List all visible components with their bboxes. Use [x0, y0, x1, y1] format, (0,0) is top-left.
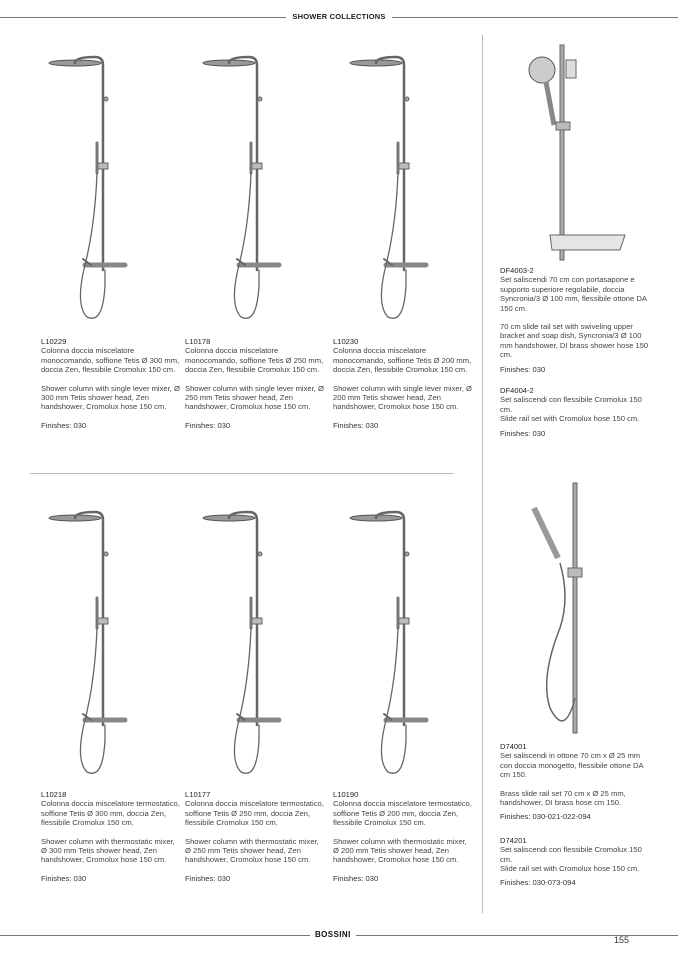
finishes: Finishes: 030-021-022-094: [500, 812, 591, 822]
description-en: Shower column with thermostatic mixer, Ø 300 mm Tetis shower head, Zen handshower, Cromolux hose 150 cm.: [41, 836, 175, 865]
product-code: L10230: [333, 337, 359, 346]
finishes: Finishes: 030: [500, 364, 546, 374]
description-it: Colonna doccia miscelatore termostatico, soffione Tetis Ø 300 mm, doccia Zen, flessibile Cromolux 150 cm.: [41, 799, 180, 828]
page-number: 155: [614, 935, 630, 945]
product-L10190: [333, 790, 473, 883]
finishes: Finishes: 030: [333, 873, 379, 883]
description-en: 70 cm slide rail set with swiveling upper bracket and soap dish, Syncronia/3 Ø 100 mm handshower, DI brass shower hose 150 cm.: [500, 322, 649, 360]
description-en: Shower column with single lever mixer, Ø 250 mm Tetis shower head, Zen handshower, Cromolux hose 150 cm.: [185, 383, 324, 412]
finishes: Finishes: 030: [333, 420, 379, 430]
description-en: Slide rail set with Cromolux hose 150 cm.: [500, 864, 640, 874]
product-image-L10178: [195, 55, 295, 325]
description-en: Brass slide rail set 70 cm x Ø 25 mm, handshower, DI brass hose cm 150.: [500, 788, 626, 808]
product-image-D74001: [520, 478, 640, 740]
product-code: L10178: [185, 337, 211, 346]
product-image-DF4003-2: [520, 40, 640, 265]
product-DF4003-2: [500, 266, 650, 438]
finishes: Finishes: 030: [500, 428, 546, 438]
product-code: L10177: [185, 790, 211, 799]
description-en: Shower column with single lever mixer, Ø 300 mm Tetis shower head, Zen handshower, Cromolux hose 150 cm.: [41, 383, 180, 412]
description-it: Colonna doccia miscelatore termostatico, soffione Tetis Ø 200 mm, doccia Zen, flessibile Cromolux 150 cm.: [333, 799, 472, 828]
finishes: Finishes: 030: [185, 420, 231, 430]
finishes: Finishes: 030-073-094: [500, 878, 576, 888]
product-code: L10229: [41, 337, 67, 346]
row-divider: [30, 473, 454, 474]
description-en: Slide rail set with Cromolux hose 150 cm.: [500, 414, 640, 424]
product-code: L10218: [41, 790, 67, 799]
section-title: [0, 12, 678, 21]
section-title-text: SHOWER COLLECTIONS: [286, 12, 391, 21]
description-it: Set saliscendi 70 cm con portasapone e supporto superiore regolabile, doccia Syncronia/3 Ø 100 mm, flessibile ottone DA 150 cm.: [500, 275, 647, 313]
product-L10229: [41, 337, 181, 430]
finishes: Finishes: 030: [41, 873, 87, 883]
description-it: Set saliscendi in ottone 70 cm x Ø 25 mm con doccia monogetto, flessibile ottone DA cm 150.: [500, 751, 644, 780]
description-it: Colonna doccia miscelatore monocomando, soffione Tetis Ø 200 mm, doccia Zen, flessibile Cromolux 150 cm.: [333, 346, 472, 375]
product-D74001: [500, 742, 650, 888]
product-image-L10229: [45, 55, 145, 325]
finishes: Finishes: 030: [41, 420, 87, 430]
description-it: Colonna doccia miscelatore termostatico, soffione Tetis Ø 250 mm, doccia Zen, flessibile Cromolux 150 cm.: [185, 799, 324, 828]
product-image-L10230: [340, 55, 440, 325]
description-it: Set saliscendi con flessibile Cromolux 150 cm.: [500, 395, 642, 414]
product-L10230: [333, 337, 473, 430]
product-code: DF4003-2: [500, 266, 534, 275]
description-en: Shower column with single lever mixer, Ø 200 mm Tetis shower head, Zen handshower, Cromolux hose 150 cm.: [333, 383, 472, 412]
description-it: Colonna doccia miscelatore monocomando, soffione Tetis Ø 250 mm, doccia Zen, flessibile Cromolux 150 cm.: [185, 346, 324, 375]
product-L10178: [185, 337, 325, 430]
description-en: Shower column with thermostatic mixer, Ø 250 mm Tetis shower head, Zen handshower, Cromolux hose 150 cm.: [185, 836, 319, 865]
product-L10218: [41, 790, 181, 883]
finishes: Finishes: 030: [185, 873, 231, 883]
product-L10177: [185, 790, 325, 883]
column-divider: [482, 35, 483, 913]
product-code: D74001: [500, 742, 527, 751]
description-en: Shower column with thermostatic mixer, Ø 200 mm Tetis shower head, Zen handshower, Cromolux hose 150 cm.: [333, 836, 467, 865]
product-code: L10190: [333, 790, 359, 799]
product-code: DF4004-2: [500, 386, 534, 396]
product-image-L10177: [195, 510, 295, 780]
description-it: Colonna doccia miscelatore monocomando, soffione Tetis Ø 300 mm, doccia Zen, flessibile Cromolux 150 cm.: [41, 346, 180, 375]
product-image-L10218: [45, 510, 145, 780]
brand-logo: BOSSINI: [310, 930, 356, 939]
product-image-L10190: [340, 510, 440, 780]
product-code: D74201: [500, 835, 527, 845]
description-it: Set saliscendi con flessibile Cromolux 150 cm.: [500, 845, 642, 864]
